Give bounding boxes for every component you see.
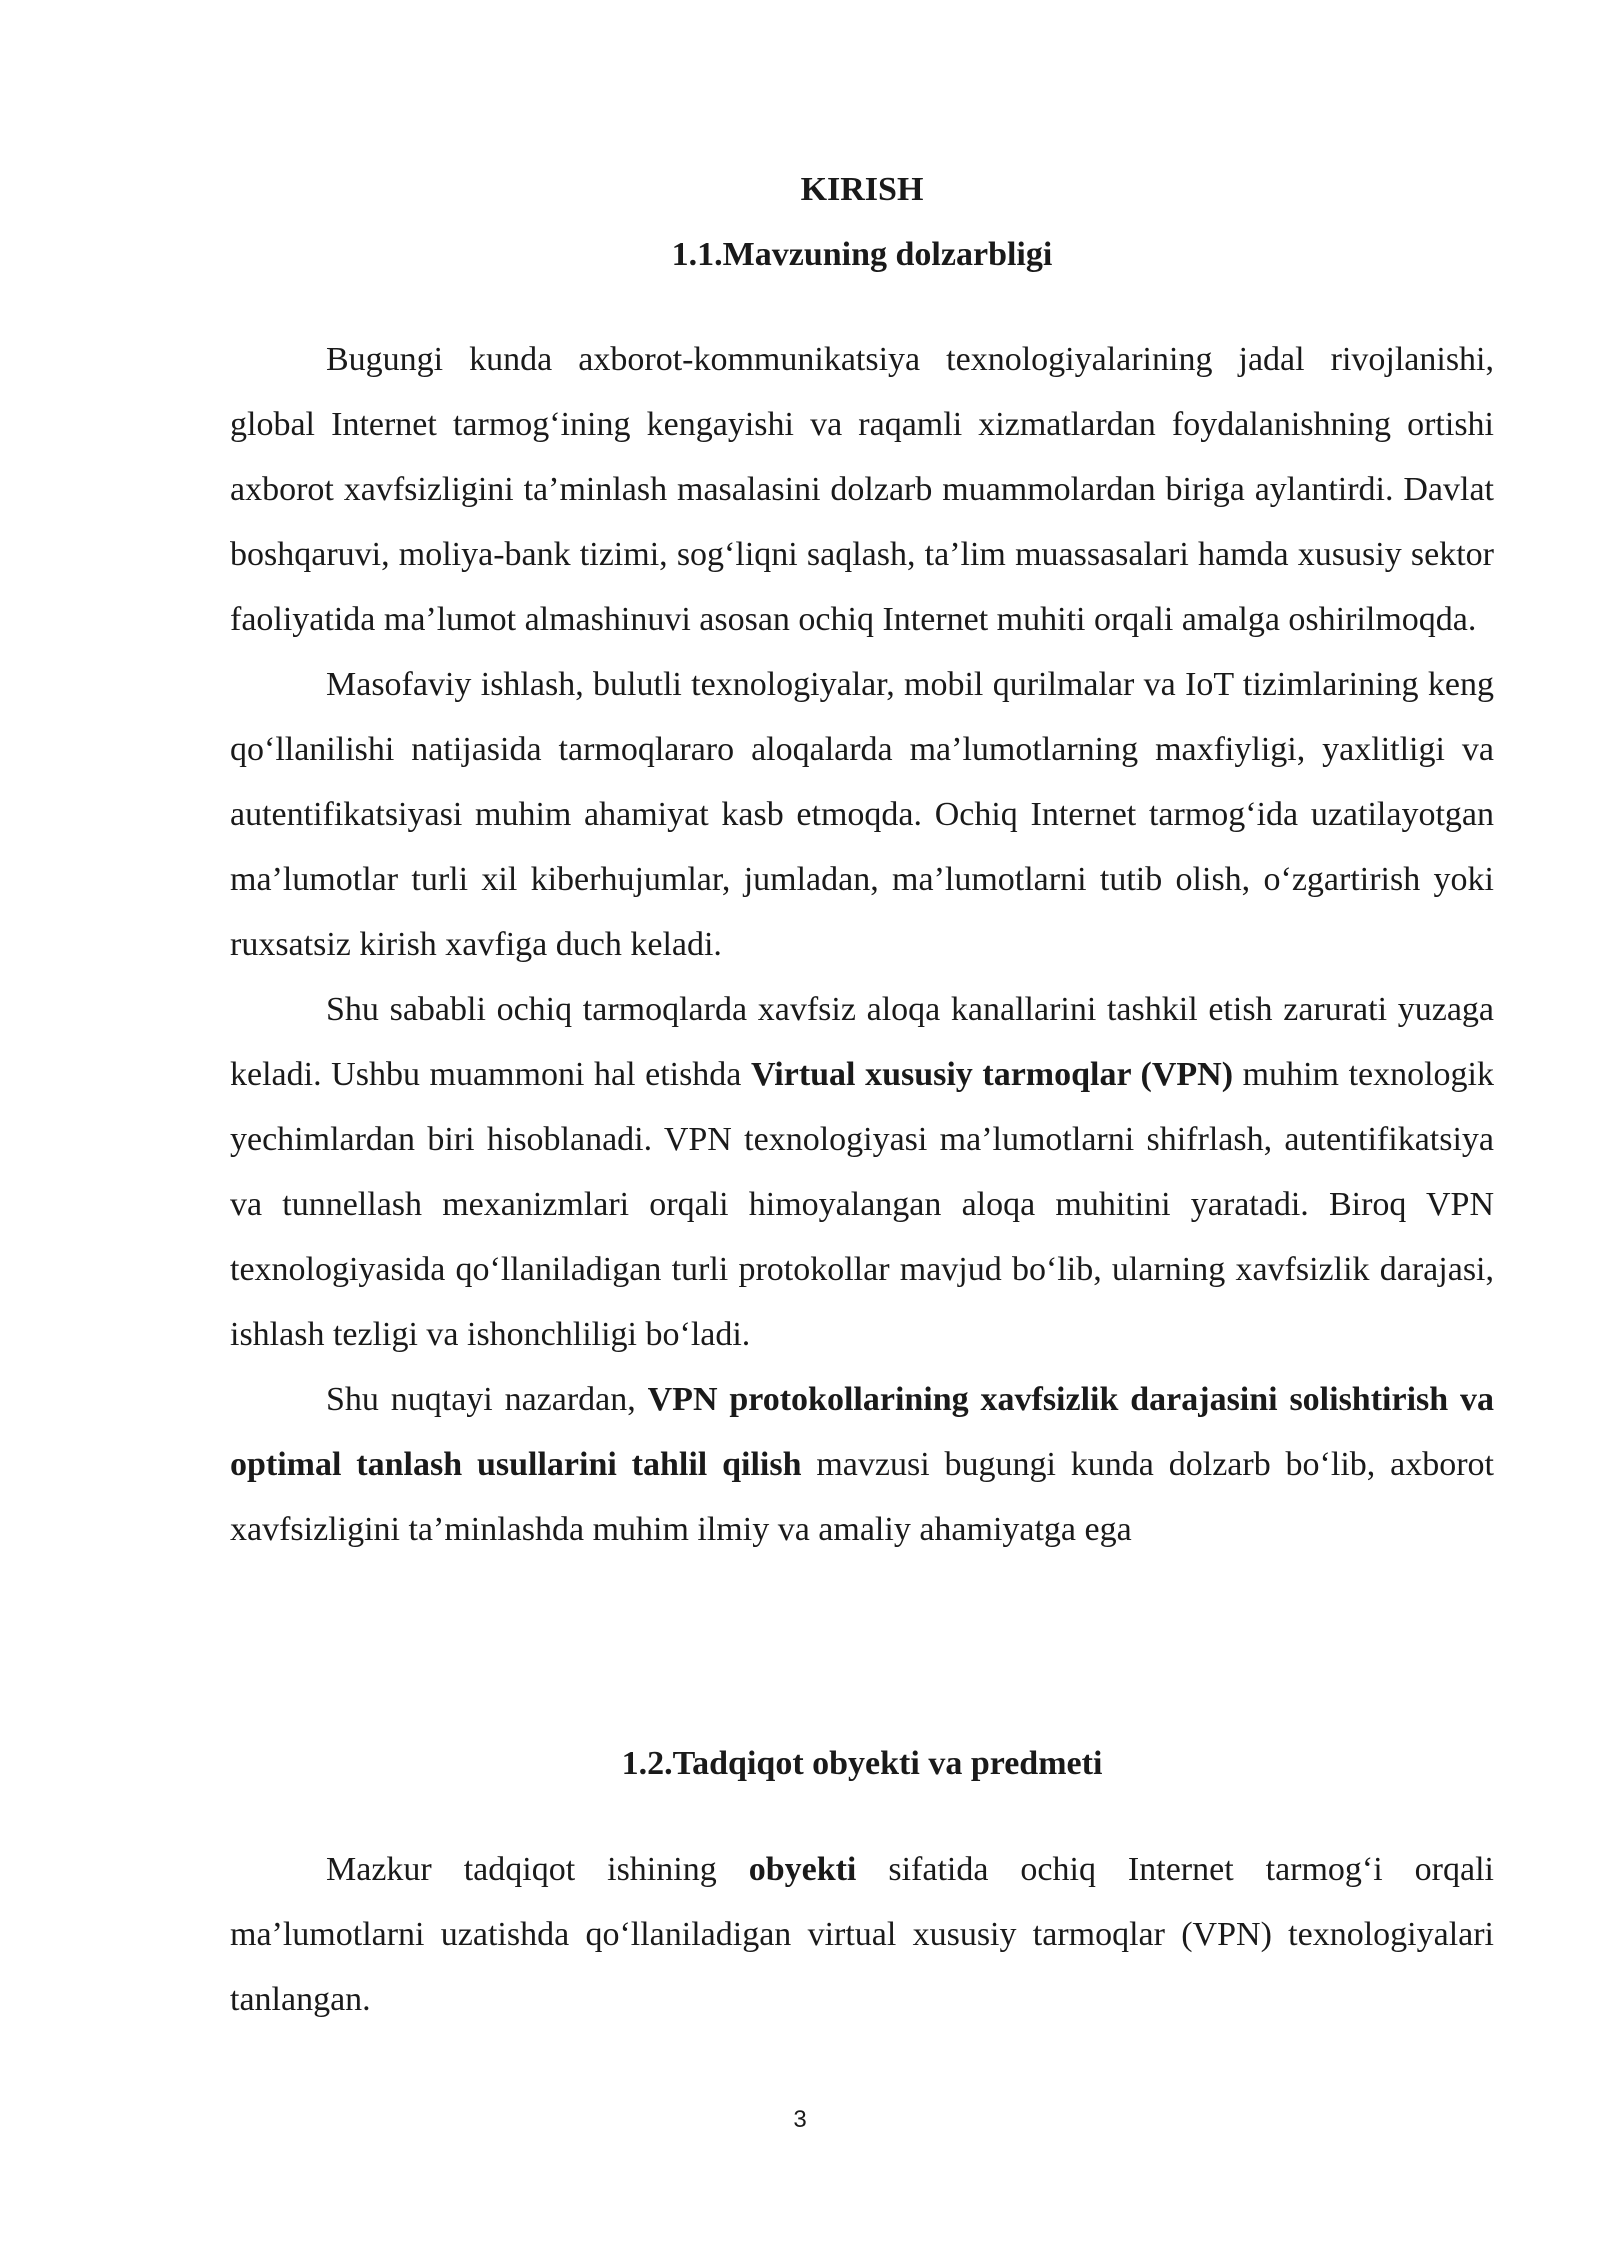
paragraph-4-bold-topic: VPN protokollarining xavfsizlik darajasini solishtirish va optimal tanlash usullarini tahlil qilish xyxy=(230,1381,1494,1483)
section-1-body xyxy=(230,327,1494,1562)
paragraph-2: Masofaviy ishlash, bulutli texnologiyalar, mobil qurilmalar va IoT tizimlarining keng qo‘llanilishi natijasida tarmoqlararo aloqalarda ma’lumotlarning maxfiyligi, yaxlitligi va autentifikatsiyasi muhim ahamiyat kasb etmoqda. Ochiq Internet tarmog‘ida uzatilayotgan ma’lumotlar turli xil kiberhujumlar, jumladan, ma’lumotlarni tutib olish, o‘zgartirish yoki ruxsatsiz kirish xavfiga duch keladi. xyxy=(230,666,1494,963)
paragraph-4-text-end: mavzusi bugungi kunda dolzarb bo‘lib, axborot xavfsizligini ta’minlashda muhim ilmiy va amaliy ahamiyatga ega xyxy=(230,1446,1494,1548)
paragraph-4 xyxy=(230,1367,1494,1562)
paragraph-4-text-start: Shu nuqtayi nazardan, xyxy=(326,1381,648,1418)
paragraph-5 xyxy=(230,1837,1494,2032)
section-heading-1-2: 1.2.Tadqiqot obyekti va predmeti xyxy=(621,1745,1103,1782)
page-title: KIRISH xyxy=(800,171,924,208)
paragraph-3-bold-term: Virtual xususiy tarmoqlar (VPN) xyxy=(750,1056,1234,1093)
paragraph-3 xyxy=(230,977,1494,1367)
paragraph-3-text-start: Shu sababli ochiq tarmoqlarda xavfsiz aloqa kanallarini tashkil etish zarurati yuzaga keladi. Ushbu muammoni hal etishda xyxy=(230,991,1494,1093)
paragraph-5-text-end: sifatida ochiq Internet tarmog‘i orqali ma’lumotlarni uzatishda qo‘llaniladigan virtual xususiy tarmoqlar (VPN) texnologiyalari tanlangan. xyxy=(230,1851,1494,2018)
paragraph-1: Bugungi kunda axborot-kommunikatsiya texnologiyalarining jadal rivojlanishi, global Internet tarmog‘ining kengayishi va raqamli xizmatlardan foydalanishning ortishi axborot xavfsizligini ta’minlash masalasini dolzarb muammolardan biriga aylantirdi. Davlat boshqaruvi, moliya-bank tizimi, sog‘liqni saqlash, ta’lim muassasalari hamda xususiy sektor faoliyatida ma’lumot almashinuvi asosan ochiq Internet muhiti orqali amalga oshirilmoqda. xyxy=(230,341,1494,638)
section-2-body xyxy=(230,1837,1494,2032)
paragraph-5-bold-term: obyekti xyxy=(748,1851,857,1888)
paragraph-5-text-start: Mazkur tadqiqot ishining xyxy=(326,1851,749,1888)
section-heading-1-1: 1.1.Mavzuning dolzarbligi xyxy=(671,236,1053,273)
page-number: 3 xyxy=(793,2106,807,2133)
paragraph-3-text-end: muhim texnologik yechimlardan biri hisoblanadi. VPN texnologiyasi ma’lumotlarni shifrlash, autentifikatsiya va tunnellash mexanizmlari orqali himoyalangan aloqa muhitini yaratadi. Biroq VPN texnologiyasida qo‘llaniladigan turli protokollar mavjud bo‘lib, ularning xavfsizlik darajasi, ishlash tezligi va ishonchliligi bo‘ladi. xyxy=(230,1056,1494,1353)
